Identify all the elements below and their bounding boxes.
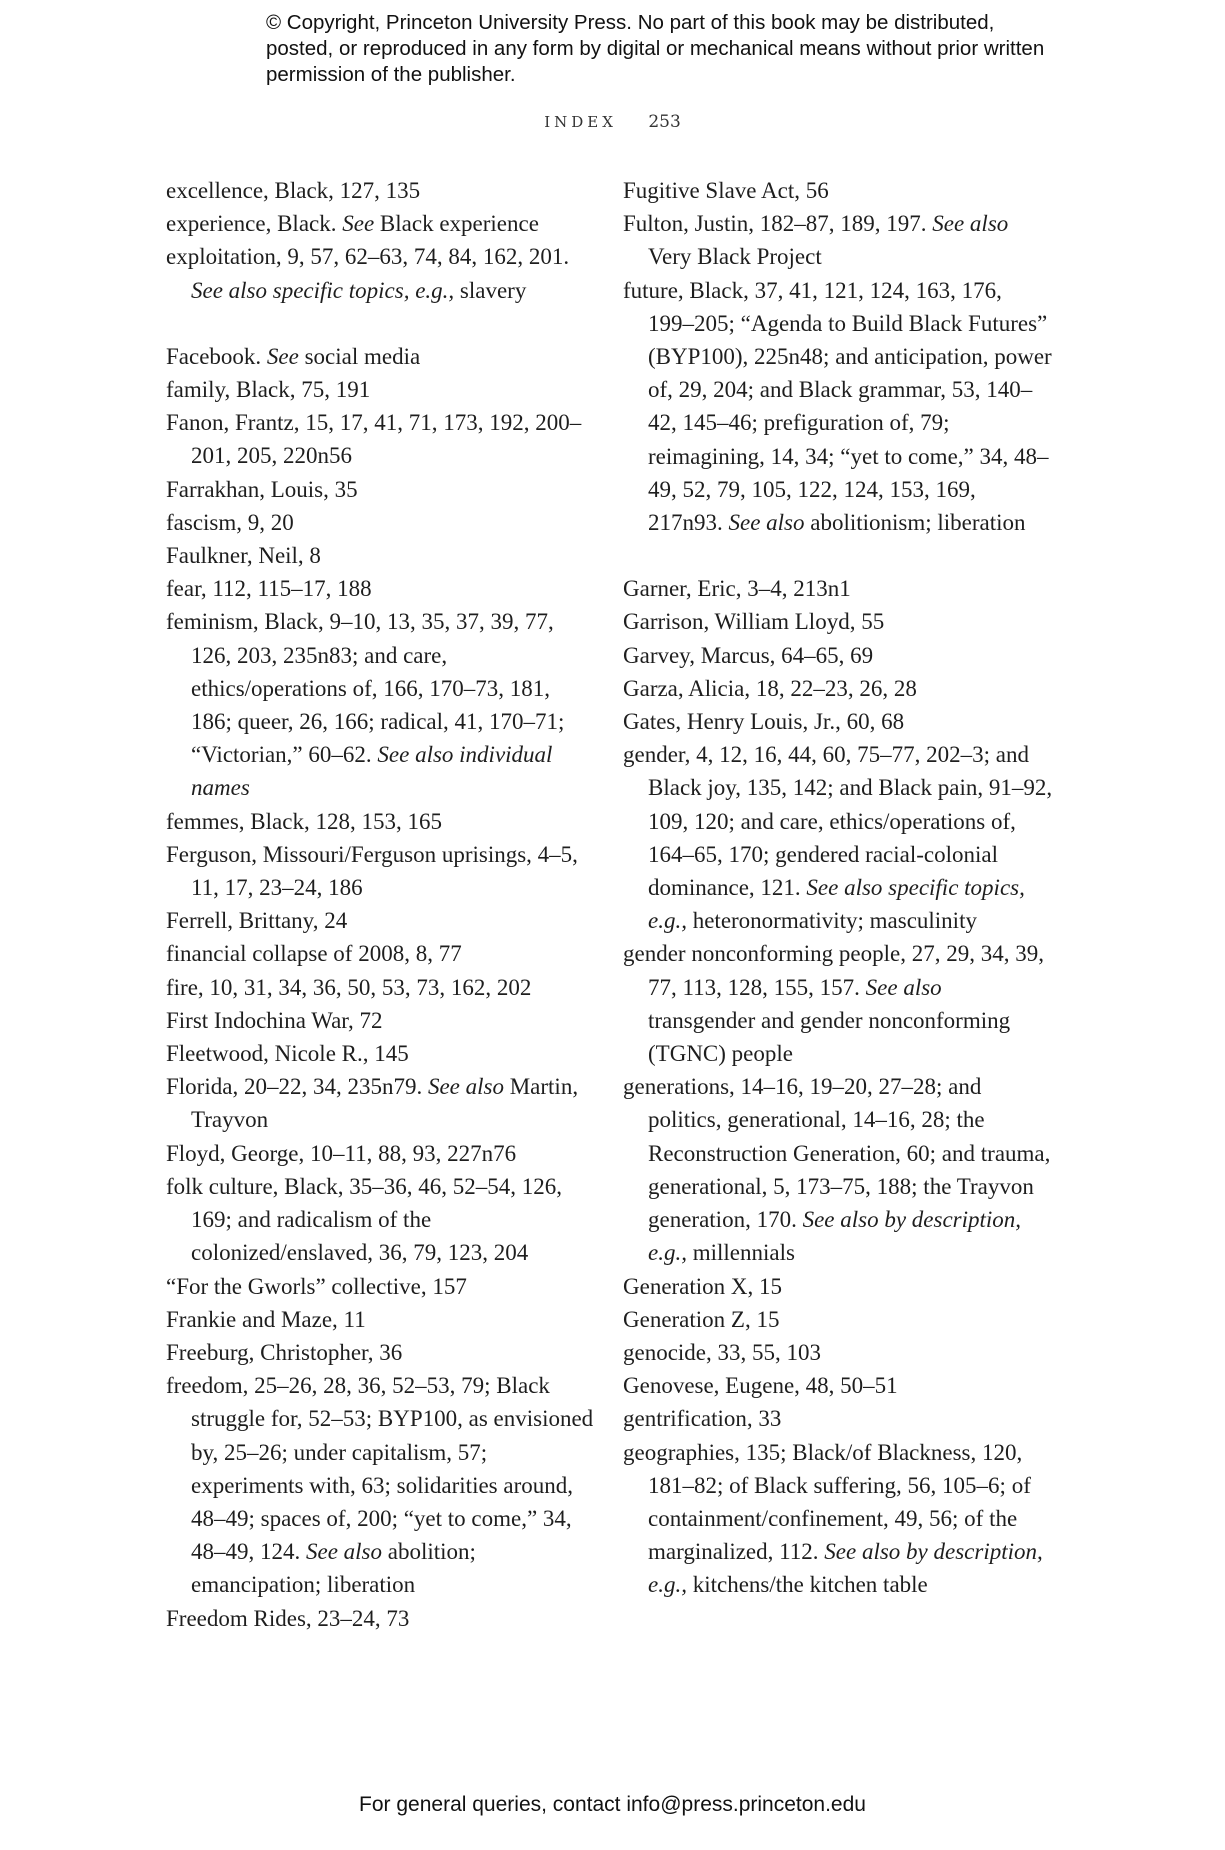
index-entry: Garvey, Marcus, 64–65, 69: [623, 642, 874, 668]
index-entry: Garrison, William Lloyd, 55: [623, 609, 885, 635]
letter-group-gap: [166, 307, 596, 340]
index-entry: experience, Black. See Black experience: [166, 211, 539, 237]
footer-contact: For general queries, contact info@press.princeton.edu: [359, 1793, 866, 1816]
index-entry: Ferguson, Missouri/Ferguson uprisings, 4–5, 11, 17, 23–24, 186: [166, 841, 578, 901]
index-entry: Floyd, George, 10–11, 88, 93, 227n76: [166, 1140, 517, 1166]
index-entry: generations, 14–16, 19–20, 27–28; and politics, generational, 14–16, 28; the Reconstruction Generation, 60; and trauma, generational, 5, 173–75, 188; the Trayvon generation, 170. See also by description, e.g., millennials: [623, 1074, 1051, 1266]
index-entry: Florida, 20–22, 34, 235n79. See also Martin, Trayvon: [166, 1074, 579, 1133]
index-entry: fire, 10, 31, 34, 36, 50, 53, 73, 162, 202: [166, 974, 532, 1000]
index-column-right: [623, 174, 1053, 1602]
index-entry: freedom, 25–26, 28, 36, 52–53, 79; Black struggle for, 52–53; BYP100, as envisioned by, 25–26; under capitalism, 57; experiments with, 63; solidarities around, 48–49; spaces of, 200; “yet to come,” 34, 48–49, 124. See also abolition; emancipation; liberation: [166, 1373, 594, 1598]
index-entry: Frankie and Maze, 11: [166, 1306, 366, 1332]
index-entry: feminism, Black, 9–10, 13, 35, 37, 39, 77, 126, 203, 235n83; and care, ethics/operations of, 166, 170–73, 181, 186; queer, 26, 166; radical, 41, 170–71; “Victorian,” 60–62. See also individual names: [166, 609, 565, 801]
index-entry: Gates, Henry Louis, Jr., 60, 68: [623, 709, 905, 735]
index-entry: geographies, 135; Black/of Blackness, 120, 181–82; of Black suffering, 56, 105–6; of containment/confinement, 49, 56; of the marginalized, 112. See also by description, e.g., kitchens/the kitchen table: [623, 1439, 1043, 1598]
index-entry: Freedom Rides, 23–24, 73: [166, 1605, 410, 1631]
index-entry: family, Black, 75, 191: [166, 377, 371, 403]
index-entry: femmes, Black, 128, 153, 165: [166, 808, 442, 834]
copyright-notice: © Copyright, Princeton University Press. No part of this book may be distributed, posted, or reproduced in any form by digital or mechanical means without prior written permission of the publisher.: [266, 11, 1045, 86]
index-entry: Generation X, 15: [623, 1273, 783, 1299]
index-entry: Fanon, Frantz, 15, 17, 41, 71, 173, 192, 200–201, 205, 220n56: [166, 410, 582, 469]
index-column-left: [166, 174, 596, 1635]
index-entry: Facebook. See social media: [166, 343, 421, 369]
page-number: 253: [648, 112, 681, 132]
index-entry: First Indochina War, 72: [166, 1007, 383, 1033]
running-head-label: INDEX: [544, 113, 617, 131]
index-entry: future, Black, 37, 41, 121, 124, 163, 176, 199–205; “Agenda to Build Black Futures” (BYP100), 225n48; and anticipation, power of, 29, 204; and Black grammar, 53, 140–42, 145–46; prefiguration of, 79; reimagining, 14, 34; “yet to come,” 34, 48–49, 52, 79, 105, 122, 124, 153, 169, 217n93. See also abolitionism; liberation: [623, 277, 1052, 536]
index-entry: Faulkner, Neil, 8: [166, 543, 321, 569]
index-entry: Fulton, Justin, 182–87, 189, 197. See also Very Black Project: [623, 211, 1009, 270]
index-entry: gender, 4, 12, 16, 44, 60, 75–77, 202–3; and Black joy, 135, 142; and Black pain, 91–92, 109, 120; and care, ethics/operations of, 164–65, 170; gendered racial-colonial dominance, 121. See also specific topics, e.g., heteronormativity; masculinity: [623, 742, 1053, 934]
index-entry: financial collapse of 2008, 8, 77: [166, 941, 462, 967]
index-entry: Fugitive Slave Act, 56: [623, 178, 829, 203]
index-entry: Ferrell, Brittany, 24: [166, 908, 348, 934]
index-entry: Garza, Alicia, 18, 22–23, 26, 28: [623, 675, 917, 701]
index-entry: fascism, 9, 20: [166, 509, 294, 535]
index-entry: Fleetwood, Nicole R., 145: [166, 1041, 409, 1067]
index-entry: fear, 112, 115–17, 188: [166, 576, 372, 602]
index-entry: genocide, 33, 55, 103: [623, 1339, 822, 1365]
index-entry: folk culture, Black, 35–36, 46, 52–54, 126, 169; and radicalism of the colonized/enslaved, 36, 79, 123, 204: [166, 1173, 563, 1266]
index-entry: “For the Gworls” collective, 157: [166, 1273, 467, 1299]
index-entry: exploitation, 9, 57, 62–63, 74, 84, 162, 201. See also specific topics, e.g., slavery: [166, 244, 570, 303]
index-entry: gentrification, 33: [623, 1406, 782, 1432]
index-entry: Garner, Eric, 3–4, 213n1: [623, 576, 851, 602]
index-entry: excellence, Black, 127, 135: [166, 178, 421, 203]
index-entry: Genovese, Eugene, 48, 50–51: [623, 1373, 898, 1399]
letter-group-gap: [623, 539, 1053, 572]
index-entry: Freeburg, Christopher, 36: [166, 1339, 403, 1365]
index-entry: Generation Z, 15: [623, 1306, 780, 1332]
index-entry: Farrakhan, Louis, 35: [166, 476, 358, 502]
running-head: [0, 112, 1225, 132]
index-entry: gender nonconforming people, 27, 29, 34, 39, 77, 113, 128, 155, 157. See also transgender and gender nonconforming (TGNC) people: [623, 941, 1044, 1067]
